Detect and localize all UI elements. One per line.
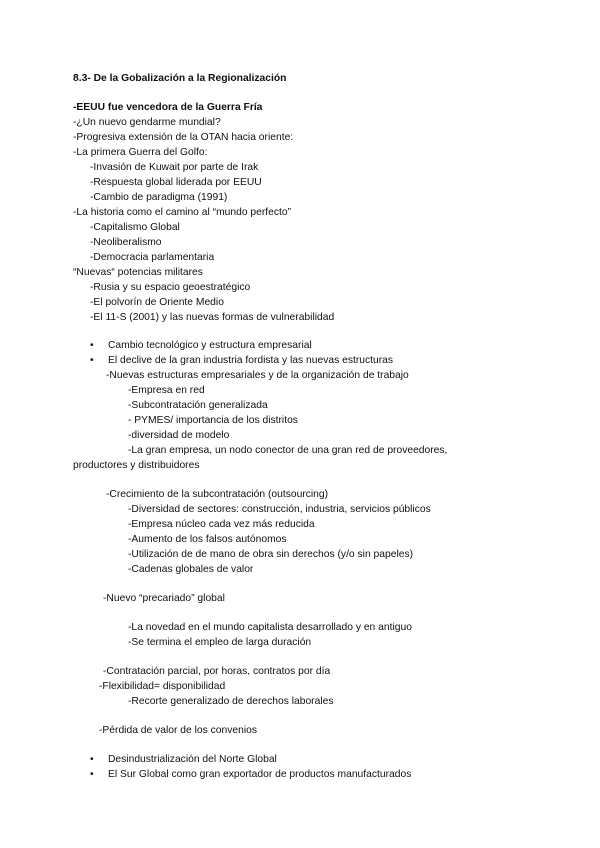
heading-eeuu: -EEUU fue vencedora de la Guerra Fría [73, 102, 263, 113]
line: -La primera Guerra del Golfo: [73, 147, 208, 158]
line: -Empresa núcleo cada vez más reducida [128, 519, 315, 530]
line: -Nuevas estructuras empresariales y de la organización de trabajo [106, 370, 409, 381]
line: -Subcontratación generalizada [128, 400, 268, 411]
line: -Se termina el empleo de larga duración [128, 637, 312, 648]
line: -Democracia parlamentaria [90, 252, 215, 263]
line: -diversidad de modelo [128, 430, 230, 441]
line: -Invasión de Kuwait por parte de Irak [90, 162, 259, 173]
bullet-item: • El Sur Global como gran exportador de productos manufacturados [108, 768, 411, 783]
line: -Cadenas globales de valor [128, 564, 254, 575]
line: “Nuevas“ potencias militares [73, 267, 203, 278]
line: -Aumento de los falsos autónomos [128, 534, 287, 545]
line: -Nuevo “precariado” global [103, 593, 225, 604]
line: -La historia como el camino al “mundo perfecto” [73, 207, 292, 218]
line: productores y distribuidores [73, 460, 200, 471]
line: -Rusia y su espacio geoestratégico [90, 282, 251, 293]
line: -Contratación parcial, por horas, contratos por día [103, 666, 331, 677]
line: -Capitalismo Global [90, 222, 180, 233]
line: -La gran empresa, un nodo conector de una gran red de proveedores, [128, 445, 448, 456]
line: -El polvorín de Oriente Medio [90, 297, 224, 308]
line: -El 11-S (2001) y las nuevas formas de vulnerabilidad [90, 312, 335, 323]
line: -Flexibilidad= disponibilidad [99, 681, 226, 692]
line: -Empresa en red [128, 385, 205, 396]
line: -La novedad en el mundo capitalista desarrollado y en antiguo [128, 622, 412, 633]
line: -Cambio de paradigma (1991) [90, 192, 228, 203]
line: -Recorte generalizado de derechos laborales [128, 696, 334, 707]
bullet-item: • Cambio tecnológico y estructura empresarial [108, 339, 312, 354]
line: -¿Un nuevo gendarme mundial? [73, 117, 221, 128]
line: - PYMES/ importancia de los distritos [128, 415, 298, 426]
bullet-item: • El declive de la gran industria fordista y las nuevas estructuras [108, 354, 393, 369]
line: -Progresiva extensión de la OTAN hacia oriente: [73, 132, 294, 143]
bullet-item: • Desindustrialización del Norte Global [108, 753, 277, 768]
line: -Crecimiento de la subcontratación (outsourcing) [106, 489, 329, 500]
section-title: 8.3- De la Gobalización a la Regionalización [73, 73, 287, 84]
line: -Utilización de de mano de obra sin derechos (y/o sin papeles) [128, 549, 414, 560]
line: -Pérdida de valor de los convenios [99, 725, 257, 736]
line: -Diversidad de sectores: construcción, industria, servicios públicos [128, 504, 431, 515]
line: -Neoliberalismo [90, 237, 162, 248]
line: -Respuesta global liderada por EEUU [90, 177, 262, 188]
